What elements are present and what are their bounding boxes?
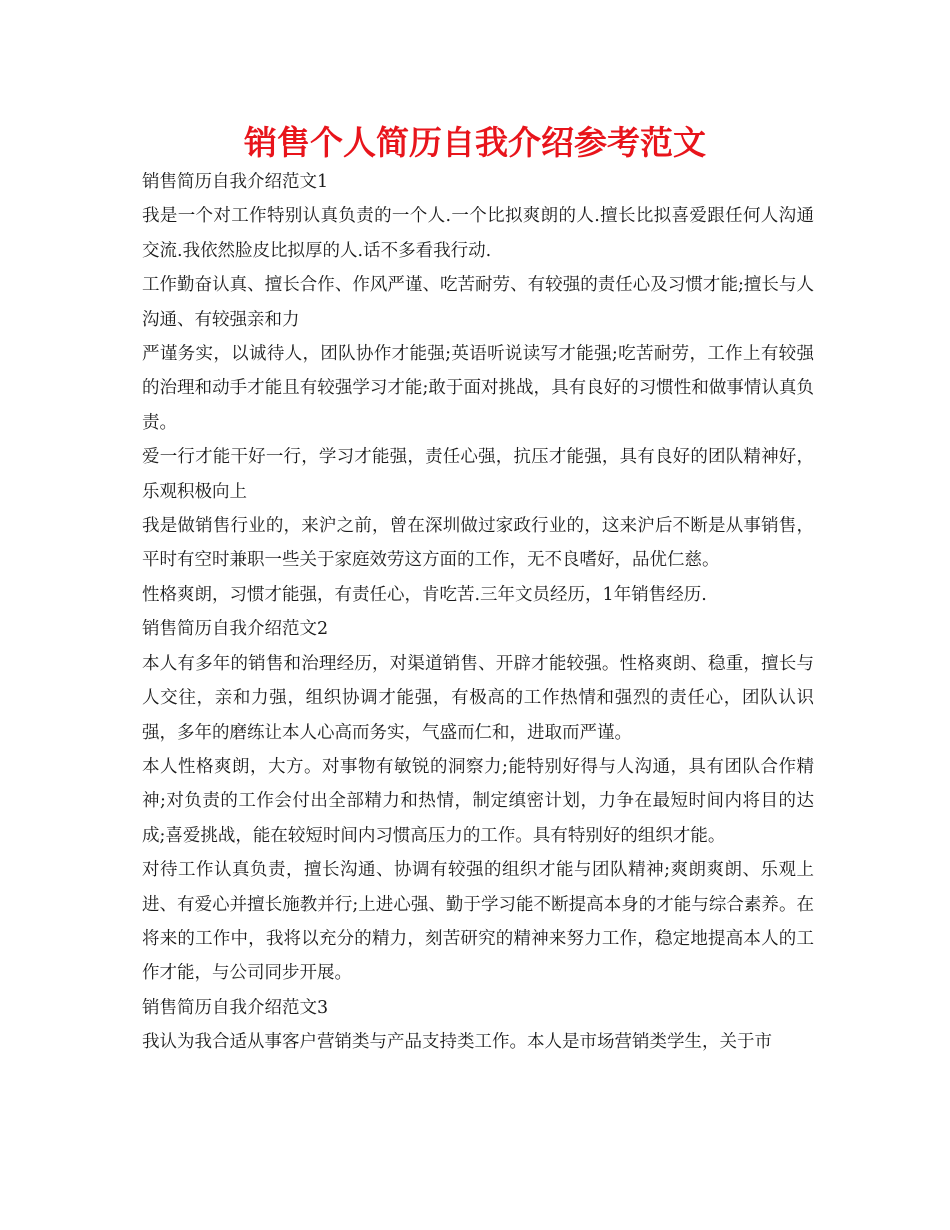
paragraph: 我是做销售行业的，来沪之前，曾在深圳做过家政行业的，这来沪后不断是从事销售，平时有空时兼职一些关于家庭效劳这方面的工作，无不良嗜好，品优仁慈。 (142, 516, 814, 571)
document-title: 销售个人简历自我介绍参考范文 (244, 123, 706, 162)
paragraph: 本人性格爽朗，大方。对事物有敏锐的洞察力;能特别好得与人沟通，具有团队合作精神;对负责的工作会付出全部精力和热情，制定缜密计划，力争在最短时间内将目的达成;喜爱挑战，能在较短时间内习惯高压力的工作。具有特别好的组织才能。 (142, 756, 814, 846)
section-heading-3: 销售简历自我介绍范文3 (142, 997, 329, 1018)
section-heading-1: 销售简历自我介绍范文1 (142, 172, 329, 192)
paragraph: 工作勤奋认真、擅长合作、作风严谨、吃苦耐劳、有较强的责任心及习惯才能;擅长与人沟通、有较强亲和力 (142, 275, 814, 330)
paragraph: 严谨务实，以诚待人，团队协作才能强;英语听说读写才能强;吃苦耐劳，工作上有较强的治理和动手才能且有较强学习才能;敢于面对挑战，具有良好的习惯性和做事情认真负责。 (142, 344, 814, 433)
paragraph: 我认为我合适从事客户营销类与产品支持类工作。本人是市场营销类学生，关于市 (142, 1032, 772, 1053)
paragraph: 性格爽朗，习惯才能强，有责任心，肯吃苦.三年文员经历，1年销售经历. (142, 584, 707, 605)
paragraph: 本人有多年的销售和治理经历，对渠道销售、开辟才能较强。性格爽朗、稳重，擅长与人交往，亲和力强，组织协调才能强，有极高的工作热情和强烈的责任心，团队认识强，多年的磨练让本人心高而务实，气盛而仁和，进取而严谨。 (142, 653, 814, 743)
paragraph: 我是一个对工作特别认真负责的一个人.一个比拟爽朗的人.擅长比拟喜爱跟任何人沟通交流.我依然脸皮比拟厚的人.话不多看我行动. (142, 206, 814, 261)
paragraph: 爱一行才能干好一行，学习才能强，责任心强，抗压才能强，具有良好的团队精神好，乐观积极向上 (142, 447, 814, 502)
document-body (142, 165, 814, 1060)
section-heading-2: 销售简历自我介绍范文2 (142, 619, 329, 640)
paragraph: 对待工作认真负责，擅长沟通、协调有较强的组织才能与团队精神;爽朗爽朗、乐观上进、有爱心并擅长施教并行;上进心强、勤于学习能不断提高本身的才能与综合素养。在将来的工作中，我将以充分的精力，刻苦研究的精神来努力工作，稳定地提高本人的工作才能，与公司同步开展。 (142, 860, 814, 984)
